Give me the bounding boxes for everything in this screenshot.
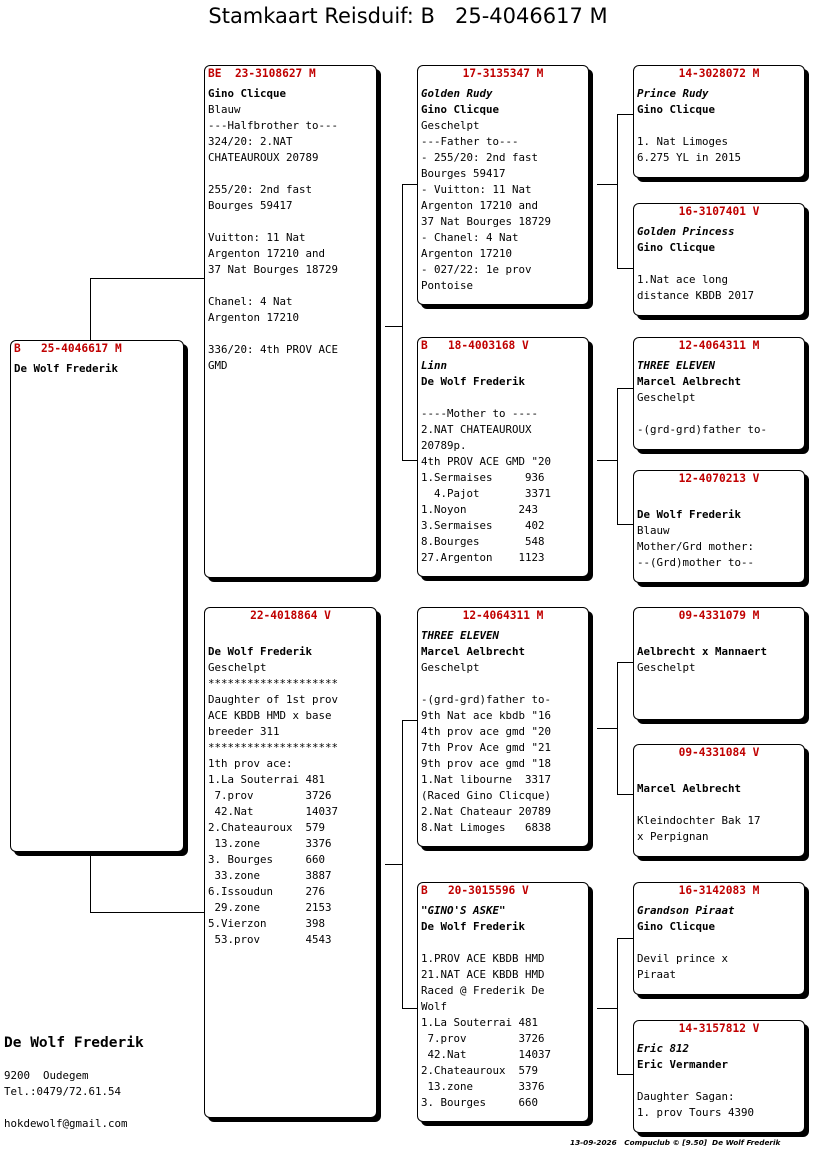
detail-line: - Vuitton: 11 Nat xyxy=(421,183,532,196)
detail-line: 1.Nat libourne 3317 xyxy=(421,773,552,786)
detail-line: 27.Argenton 1123 xyxy=(421,551,545,564)
detail-line: 1. prov Tours 4390 xyxy=(637,1106,755,1119)
connector-line xyxy=(617,662,618,794)
detail-line: 33.zone 3887 xyxy=(208,869,332,882)
detail-line: Raced @ Frederik De xyxy=(421,984,545,997)
detail-line: distance KBDB 2017 xyxy=(637,289,755,302)
breeder-name: Marcel Aelbrecht xyxy=(421,645,526,658)
ring-number: 12-4070213 V xyxy=(678,472,760,485)
pigeon-card-mf-mother[interactable] xyxy=(633,744,805,857)
detail-line: 7.prov 3726 xyxy=(421,1032,545,1045)
detail-line: 336/20: 4th PROV ACE xyxy=(208,343,339,356)
detail-line xyxy=(421,676,588,692)
breeder-name: Gino Clicque xyxy=(208,87,287,100)
detail-line: 5.Vierzon 398 xyxy=(208,917,326,930)
connector-line xyxy=(597,184,617,185)
ring-number: B 20-3015596 V xyxy=(421,884,529,897)
connector-line xyxy=(617,114,618,268)
connector-line xyxy=(597,1008,617,1009)
detail-line: Devil prince x xyxy=(637,952,729,965)
detail-line xyxy=(208,326,376,342)
connector-line xyxy=(385,864,402,865)
pigeon-details xyxy=(11,357,183,377)
pigeon-name: Eric 812 xyxy=(637,1042,690,1055)
pigeon-details xyxy=(418,624,588,836)
detail-line xyxy=(421,935,588,951)
detail-line: Daughter of 1st prov xyxy=(208,693,339,706)
pigeon-details xyxy=(634,899,804,983)
detail-line: -(grd-grd)father to- xyxy=(637,423,768,436)
detail-line: 3. Bourges 660 xyxy=(421,1096,539,1109)
detail-line: (Raced Gino Clicque) xyxy=(421,789,552,802)
pigeon-details xyxy=(418,354,588,566)
detail-line: ---Father to--- xyxy=(421,135,519,148)
pigeon-card-ff-mother[interactable] xyxy=(633,203,805,316)
connector-line xyxy=(617,938,633,939)
detail-line: 1.PROV ACE KBDB HMD xyxy=(421,952,545,965)
detail-line: 255/20: 2nd fast xyxy=(208,183,313,196)
detail-line xyxy=(208,628,376,644)
detail-line: Blauw xyxy=(208,103,241,116)
pigeon-card-subject[interactable] xyxy=(10,340,184,852)
breeder-name: De Wolf Frederik xyxy=(14,362,119,375)
detail-line: 4.Pajot 3371 xyxy=(421,487,552,500)
pigeon-details xyxy=(634,1037,804,1121)
connector-line xyxy=(617,794,633,795)
detail-line: 1th prov ace: xyxy=(208,757,293,770)
pigeon-name: THREE ELEVEN xyxy=(637,359,716,372)
detail-line: ---Halfbrother to--- xyxy=(208,119,339,132)
pigeon-name: Linn xyxy=(421,359,448,372)
connector-line xyxy=(402,720,417,721)
detail-line: - Chanel: 4 Nat xyxy=(421,231,519,244)
pigeon-card-fm-father[interactable] xyxy=(633,337,805,450)
breeder-name: Aelbrecht x Mannaert xyxy=(637,645,768,658)
ring-number: 16-3107401 V xyxy=(678,205,760,218)
connector-line xyxy=(617,1074,633,1075)
detail-line: ACE KBDB HMD x base xyxy=(208,709,332,722)
detail-line: 6.Issoudun 276 xyxy=(208,885,326,898)
connector-line xyxy=(90,278,91,340)
breeder-name: Marcel Aelbrecht xyxy=(637,375,742,388)
ring-number: 17-3135347 M xyxy=(462,67,544,80)
detail-line: Vuitton: 11 Nat xyxy=(208,231,306,244)
detail-line: 3.Sermaises 402 xyxy=(421,519,545,532)
connector-line xyxy=(90,278,204,279)
pigeon-name: Prince Rudy xyxy=(637,87,709,100)
ring-number: 09-4331084 V xyxy=(678,746,760,759)
detail-line: 9th Nat ace kbdb "16 xyxy=(421,709,552,722)
detail-line: 37 Nat Bourges 18729 xyxy=(208,263,339,276)
detail-line: Bourges 59417 xyxy=(208,199,293,212)
detail-line: Mother/Grd mother: xyxy=(637,540,755,553)
ring-number: 16-3142083 M xyxy=(678,884,760,897)
breeder-name: Eric Vermander xyxy=(637,1058,729,1071)
pigeon-details xyxy=(418,899,588,1111)
detail-line: Piraat xyxy=(637,968,677,981)
detail-line xyxy=(208,166,376,182)
detail-line: GMD xyxy=(208,359,228,372)
detail-line: 1.La Souterrai 481 xyxy=(421,1016,539,1029)
connector-line xyxy=(617,388,618,524)
pigeon-card-ff-father[interactable] xyxy=(633,65,805,178)
detail-line: 2.Chateauroux 579 xyxy=(421,1064,539,1077)
detail-line: Chanel: 4 Nat xyxy=(208,295,293,308)
detail-line: 13.zone 3376 xyxy=(421,1080,545,1093)
detail-line: 8.Nat Limoges 6838 xyxy=(421,821,552,834)
pigeon-card-mm-father[interactable] xyxy=(633,882,805,995)
connector-line xyxy=(402,460,417,461)
pigeon-name: Golden Rudy xyxy=(421,87,493,100)
connector-line xyxy=(617,114,633,115)
detail-line: 42.Nat 14037 xyxy=(208,805,339,818)
pigeon-details xyxy=(634,487,804,571)
pigeon-details xyxy=(418,82,588,294)
detail-line xyxy=(208,278,376,294)
ring-number: 22-4018864 V xyxy=(250,609,331,622)
pigeon-card-mm-mother[interactable] xyxy=(633,1020,805,1133)
detail-line: Kleindochter Bak 17 xyxy=(637,814,761,827)
pigeon-name: Grandson Piraat xyxy=(637,904,735,917)
owner-email[interactable]: hokdewolf@gmail.com xyxy=(4,1117,128,1130)
detail-line: 42.Nat 14037 xyxy=(421,1048,552,1061)
detail-line: Argenton 17210 xyxy=(421,247,513,260)
connector-line xyxy=(597,728,617,729)
detail-line: CHATEAUROUX 20789 xyxy=(208,151,319,164)
ring-number: 09-4331079 M xyxy=(678,609,760,622)
pigeon-details xyxy=(205,82,376,374)
breeder-name: Gino Clicque xyxy=(637,103,716,116)
detail-line: Blauw xyxy=(637,524,670,537)
pigeon-details xyxy=(634,624,804,676)
connector-line xyxy=(617,268,633,269)
detail-line xyxy=(637,406,804,422)
detail-line: breeder 311 xyxy=(208,725,280,738)
owner-address: 9200 Oudegem xyxy=(4,1069,89,1082)
breeder-name: Gino Clicque xyxy=(637,241,716,254)
pigeon-details xyxy=(634,82,804,166)
detail-line: 9th prov ace gmd "18 xyxy=(421,757,552,770)
detail-line: ----Mother to ---- xyxy=(421,407,539,420)
connector-line xyxy=(402,184,417,185)
detail-line: 7.prov 3726 xyxy=(208,789,332,802)
detail-line: Wolf xyxy=(421,1000,448,1013)
pigeon-name: Golden Princess xyxy=(637,225,735,238)
ring-number: 12-4064311 M xyxy=(678,339,760,352)
detail-line: 1.Nat ace long xyxy=(637,273,729,286)
breeder-name: De Wolf Frederik xyxy=(421,920,526,933)
footer-credit: 13-09-2026 Compuclub © [9.50] De Wolf Frederik xyxy=(570,1138,781,1147)
pigeon-details xyxy=(634,354,804,438)
breeder-name: De Wolf Frederik xyxy=(421,375,526,388)
pigeon-card-paternal-grandmother[interactable] xyxy=(417,337,589,577)
pigeon-details xyxy=(205,624,376,948)
pigeon-card-maternal-grandfather[interactable] xyxy=(417,607,589,847)
page-title: Stamkaart Reisduif: B 25-4046617 M xyxy=(208,4,608,28)
detail-line: Daughter Sagan: xyxy=(637,1090,735,1103)
detail-line: 3. Bourges 660 xyxy=(208,853,326,866)
pigeon-name: THREE ELEVEN xyxy=(421,629,500,642)
detail-line xyxy=(637,628,804,644)
breeder-name: Gino Clicque xyxy=(421,103,500,116)
connector-line xyxy=(90,912,204,913)
breeder-name: Gino Clicque xyxy=(637,920,716,933)
detail-line xyxy=(637,491,804,507)
connector-line xyxy=(617,524,633,525)
connector-line xyxy=(385,326,402,327)
owner-phone: Tel.:0479/72.61.54 xyxy=(4,1085,122,1098)
detail-line xyxy=(637,256,804,272)
detail-line: 6.275 YL in 2015 xyxy=(637,151,742,164)
detail-line: 1. Nat Limoges xyxy=(637,135,729,148)
ring-number: B 25-4046617 M xyxy=(14,342,122,355)
connector-line xyxy=(617,662,633,663)
detail-line: - 027/22: 1e prov xyxy=(421,263,532,276)
detail-line: 53.prov 4543 xyxy=(208,933,332,946)
connector-line xyxy=(90,852,91,912)
detail-line: ******************** xyxy=(208,741,339,754)
connector-line xyxy=(402,1008,417,1009)
detail-line xyxy=(421,390,588,406)
detail-line: 20789p. xyxy=(421,439,467,452)
ring-number: BE 23-3108627 M xyxy=(208,67,316,80)
breeder-name: Marcel Aelbrecht xyxy=(637,782,742,795)
detail-line: Geschelpt xyxy=(421,119,480,132)
detail-line: Geschelpt xyxy=(637,391,696,404)
detail-line: 37 Nat Bourges 18729 xyxy=(421,215,552,228)
pigeon-card-maternal-grandmother[interactable] xyxy=(417,882,589,1122)
detail-line: 21.NAT ACE KBDB HMD xyxy=(421,968,545,981)
ring-number: 14-3157812 V xyxy=(678,1022,760,1035)
ring-number: B 18-4003168 V xyxy=(421,339,529,352)
detail-line: 324/20: 2.NAT xyxy=(208,135,293,148)
detail-line: Geschelpt xyxy=(208,661,267,674)
detail-line: --(Grd)mother to-- xyxy=(637,556,755,569)
detail-line xyxy=(637,765,804,781)
detail-line: ******************** xyxy=(208,677,339,690)
breeder-name: De Wolf Frederik xyxy=(208,645,313,658)
detail-line: Bourges 59417 xyxy=(421,167,506,180)
connector-line xyxy=(617,938,618,1074)
detail-line: Argenton 17210 and xyxy=(421,199,539,212)
detail-line: 8.Bourges 548 xyxy=(421,535,545,548)
pigeon-name: "GINO'S ASKE" xyxy=(421,904,506,917)
detail-line xyxy=(637,1073,804,1089)
pigeon-details xyxy=(634,220,804,304)
pigeon-card-father[interactable] xyxy=(204,65,377,578)
detail-line: 2.Chateauroux 579 xyxy=(208,821,326,834)
detail-line: 4th prov ace gmd "20 xyxy=(421,725,552,738)
pigeon-card-mf-father[interactable] xyxy=(633,607,805,720)
ring-number: 14-3028072 M xyxy=(678,67,760,80)
detail-line: - 255/20: 2nd fast xyxy=(421,151,539,164)
ring-number: 12-4064311 M xyxy=(462,609,544,622)
connector-line xyxy=(617,388,633,389)
connector-line xyxy=(402,720,403,1008)
detail-line: x Perpignan xyxy=(637,830,709,843)
detail-line: Argenton 17210 xyxy=(208,311,300,324)
detail-line: 4th PROV ACE GMD "20 xyxy=(421,455,552,468)
detail-line: 7th Prov Ace gmd "21 xyxy=(421,741,552,754)
detail-line xyxy=(637,935,804,951)
detail-line: Argenton 17210 and xyxy=(208,247,326,260)
detail-line xyxy=(208,214,376,230)
owner-name: De Wolf Frederik xyxy=(4,1035,144,1051)
breeder-name: De Wolf Frederik xyxy=(637,508,742,521)
detail-line: Pontoise xyxy=(421,279,474,292)
detail-line xyxy=(637,118,804,134)
detail-line: 1.La Souterrai 481 xyxy=(208,773,326,786)
detail-line: 2.NAT CHATEAUROUX xyxy=(421,423,532,436)
detail-line: 1.Sermaises 936 xyxy=(421,471,545,484)
detail-line: 2.Nat Chateaur 20789 xyxy=(421,805,552,818)
detail-line: 1.Noyon 243 xyxy=(421,503,539,516)
pigeon-card-mother[interactable] xyxy=(204,607,377,1118)
detail-line: Geschelpt xyxy=(637,661,696,674)
owner-block xyxy=(4,1034,144,1132)
pigeon-card-paternal-grandfather[interactable] xyxy=(417,65,589,305)
detail-line: 29.zone 2153 xyxy=(208,901,332,914)
pigeon-details xyxy=(634,761,804,845)
connector-line xyxy=(402,184,403,460)
connector-line xyxy=(597,460,617,461)
owner-spacer xyxy=(4,1100,144,1116)
detail-line: Geschelpt xyxy=(421,661,480,674)
pigeon-card-fm-mother[interactable] xyxy=(633,470,805,583)
detail-line: -(grd-grd)father to- xyxy=(421,693,552,706)
detail-line: 13.zone 3376 xyxy=(208,837,332,850)
detail-line xyxy=(637,797,804,813)
